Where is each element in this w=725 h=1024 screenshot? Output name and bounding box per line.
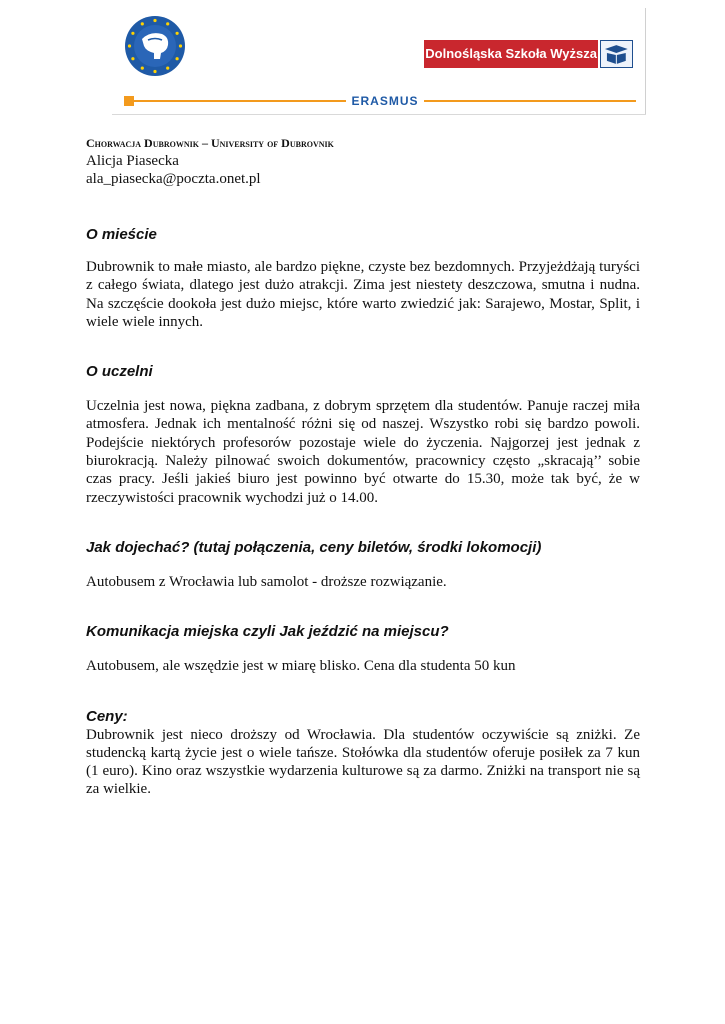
heading-o-uczelni: O uczelni xyxy=(86,363,153,381)
erasmus-line-right xyxy=(424,100,636,102)
erasmus-label: ERASMUS xyxy=(351,94,419,108)
eu-emblem-icon xyxy=(124,15,186,77)
book-crest-icon xyxy=(600,40,633,68)
erasmus-bar xyxy=(124,95,636,107)
school-logo xyxy=(424,40,633,68)
erasmus-square xyxy=(124,96,134,106)
header-divider-horizontal xyxy=(112,114,646,115)
document-body xyxy=(86,134,640,799)
author-name: Alicja Piasecka xyxy=(86,153,179,169)
section-jak-dojechac-text: Autobusem z Wrocławia lub samolot - droższe rozwiązanie. xyxy=(86,573,447,590)
header-divider-vertical xyxy=(645,8,646,115)
section-ceny-text: Dubrownik jest nieco droższy od Wrocławia. Dla studentów oczywiście są zniżki. Ze studencką kartą życie jest o wiele tańsze. Stołówka dla studentów oferuje posiłek za 7 kun (1 euro). Kino oraz wszystkie wydarzenia kulturowe są za darmo. Zniżki na transport nie są za wielkie. xyxy=(86,726,640,798)
heading-komunikacja: Komunikacja miejska czyli Jak jeździć na miejscu? xyxy=(86,623,449,641)
section-komunikacja-text: Autobusem, ale wszędzie jest w miarę blisko. Cena dla studenta 50 kun xyxy=(86,658,516,675)
section-o-uczelni-text: Uczelnia jest nowa, piękna zadbana, z dobrym sprzętem dla studentów. Panuje raczej miła atmosfera. Jednak ich mentalność różni się od naszej. Wszystko robi się bardzo powoli. Podejście niektórych profesorów pozostaje wiele do życzenia. Najgorzej jest jednak z biurokracją. Należy pilnować swoich dokumentów, pracownicy często „skracają’’ sobie czas pracy. Jeśli jakieś biuro jest powinno być otwarte do 15.30, może tak być, że w rzeczywistości pracownik wychodzi już o 14.00. xyxy=(86,398,640,506)
author-email: ala_piasecka@poczta.onet.pl xyxy=(86,171,261,187)
erasmus-line-left xyxy=(134,100,346,102)
section-o-miescie-text: Dubrownik to małe miasto, ale bardzo piękne, czyste bez bezdomnych. Przyjeżdżają turyści z całego świata, dlatego jest dużo atrakcji. Zima jest niestety deszczowa, smutna i nudna. Na szczęście dookoła jest dużo miejsc, które warto zwiedzić jak: Sarajewo, Mostar, Split, i wiele wiele innych. xyxy=(86,259,640,330)
heading-o-miescie: O mieście xyxy=(86,226,157,243)
document-title: Chorwacja Dubrownik – University of Dubrovnik xyxy=(86,136,334,150)
heading-ceny: Ceny: xyxy=(86,707,128,725)
school-name: Dolnośląska Szkoła Wyższa xyxy=(424,40,598,68)
page-header xyxy=(112,8,646,116)
heading-jak-dojechac: Jak dojechać? (tutaj połączenia, ceny biletów, środki lokomocji) xyxy=(86,538,542,556)
